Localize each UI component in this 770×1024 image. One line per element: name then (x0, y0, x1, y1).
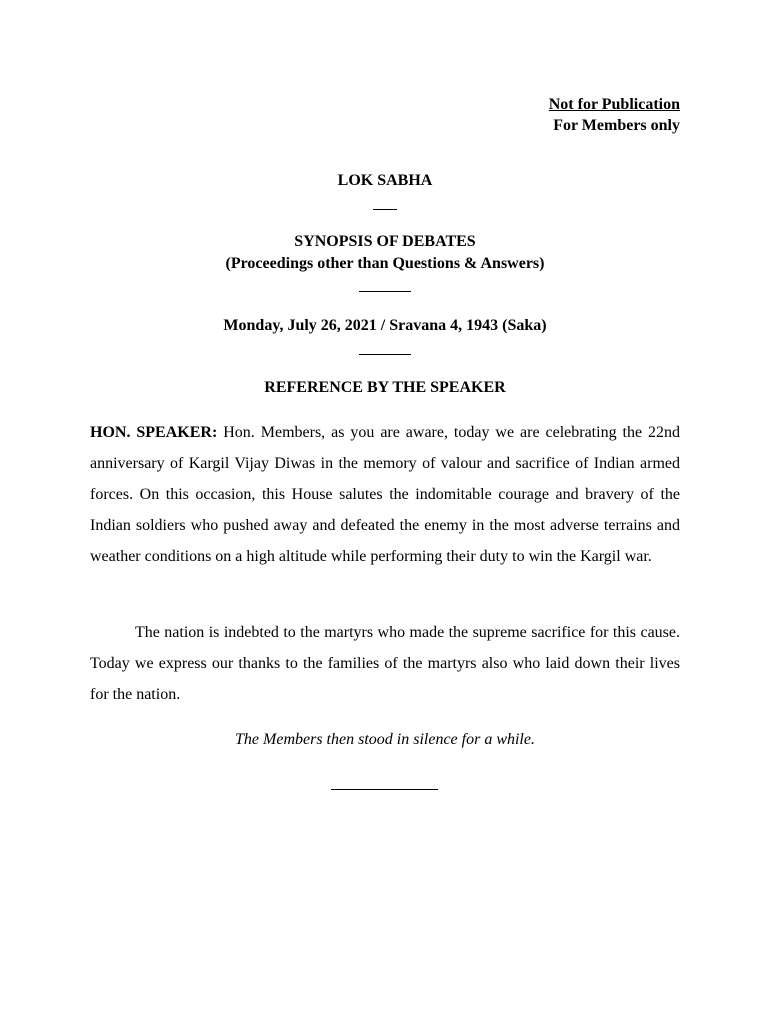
speaker-label: HON. SPEAKER: (90, 424, 218, 441)
members-only-notice: For Members only (553, 117, 680, 134)
closing-note: The Members then stood in silence for a while. (235, 731, 535, 748)
separator-rule (373, 209, 397, 210)
separator-rule (359, 354, 411, 355)
house-title: LOK SABHA (337, 172, 433, 189)
end-rule (331, 789, 438, 790)
document-subtitle: (Proceedings other than Questions & Answers) (225, 255, 545, 272)
separator-rule (359, 291, 411, 292)
session-date: Monday, July 26, 2021 / Sravana 4, 1943 (Saka) (223, 317, 547, 334)
speaker-paragraph (90, 417, 680, 572)
section-heading: REFERENCE BY THE SPEAKER (264, 379, 506, 396)
not-for-publication-notice: Not for Publication (548, 96, 680, 113)
document-title: SYNOPSIS OF DEBATES (294, 233, 476, 250)
tribute-text: The nation is indebted to the martyrs who made the supreme sacrifice for this cause. Today we express our thanks to the families of the martyrs also who laid down their lives for the nation. (90, 624, 680, 703)
tribute-paragraph (90, 617, 680, 710)
speaker-statement: Hon. Members, as you are aware, today we are celebrating the 22nd anniversary of Kargil Vijay Diwas in the memory of valour and sacrifice of Indian armed forces. On this occasion, this House salutes the indomitable courage and bravery of the Indian soldiers who pushed away and defeated the enemy in the most adverse terrains and weather conditions on a high altitude while performing their duty to win the Kargil war. (90, 424, 681, 565)
